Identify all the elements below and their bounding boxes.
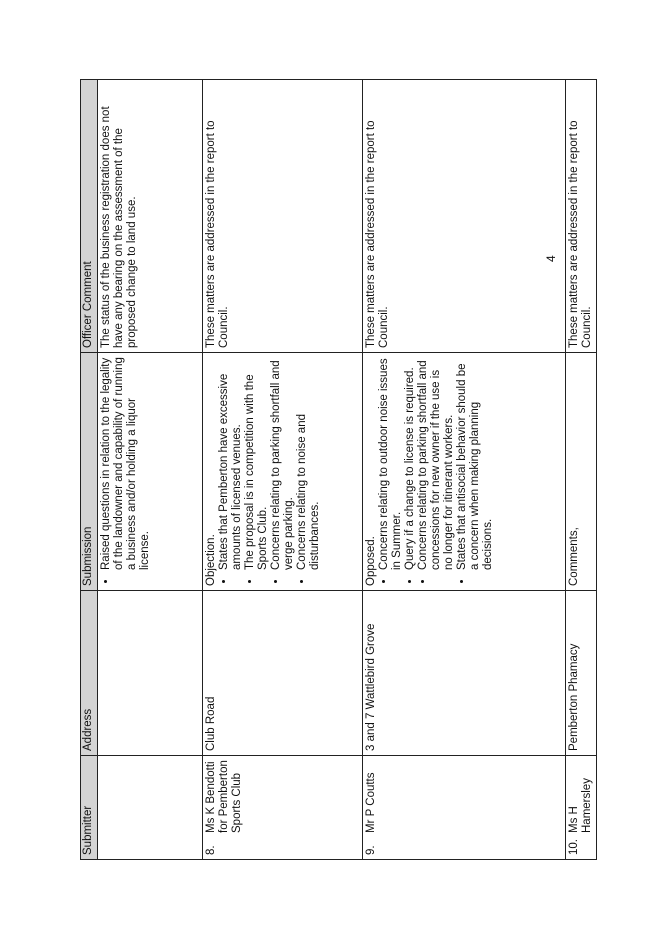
list-item: • The proposal is in competition with the Sports Club.	[244, 357, 270, 570]
list-item: • States that antisocial behavior should be a concern when making planning decisions.	[456, 357, 495, 570]
header-row	[81, 80, 98, 860]
address-cell: Club Road	[203, 591, 363, 756]
submission-bullets	[218, 357, 322, 586]
header-address: Address	[81, 591, 98, 756]
row-number: 8.	[205, 845, 217, 855]
submission-bullets	[100, 357, 152, 586]
officer-comment-cell: The status of the business registration does not have any bearing on the assessment of the proposed change to land use.	[98, 80, 203, 353]
submission-cell	[363, 353, 566, 591]
list-item: • Concerns relating to parking shortfall and verge parking.	[270, 357, 296, 570]
submission-intro: Objection.	[205, 534, 217, 586]
address-cell	[98, 591, 203, 756]
list-item: • Concerns relating to noise and disturbances.	[296, 357, 322, 570]
submitter-name: Ms K Bendotti for Pemberton Sports Club	[205, 760, 243, 833]
list-item: • Query if a change to license is required.	[404, 357, 417, 570]
address-cell: 3 and 7 Wattlebird Grove	[363, 591, 566, 756]
rotated-table-page	[80, 80, 593, 860]
submission-intro: Opposed.	[365, 536, 377, 586]
list-item: • Concerns relating to outdoor noise issues in Summer.	[378, 357, 404, 570]
address-cell: Pemberton Phamacy	[566, 591, 597, 756]
submissions-table	[80, 79, 597, 860]
table-row	[566, 80, 597, 860]
submission-cell	[98, 353, 203, 591]
header-submitter: Submitter	[81, 756, 98, 860]
submission-cell: Comments,	[566, 353, 597, 591]
submitter-cell	[98, 756, 203, 860]
header-officer-comment: Officer Comment	[81, 80, 98, 353]
list-item: • States that Pemberton have excessive amounts of licensed venues.	[218, 357, 244, 570]
row-number: 9.	[365, 845, 377, 855]
header-submission: Submission	[81, 353, 98, 591]
submission-cell	[203, 353, 363, 591]
officer-comment-cell: These matters are addressed in the report to Council.	[363, 80, 566, 353]
submitter-name: Ms H Hamersley	[568, 778, 593, 833]
page-number: 4	[544, 255, 558, 262]
submitter-cell	[363, 756, 566, 860]
row-number: 10.	[568, 839, 580, 855]
list-item: • Raised questions in relation to the legality of the landowner and capability of running a business and/or holding a liquor license.	[100, 357, 152, 570]
table-row	[98, 80, 203, 860]
list-item: • Concerns relating to parking shortfall and concessions for new owner if the use is no longer for itinerant workers.	[417, 357, 456, 570]
table-row	[363, 80, 566, 860]
submission-bullets	[378, 357, 495, 586]
submitter-name: Mr P Coutts	[365, 772, 377, 833]
table-row	[203, 80, 363, 860]
officer-comment-cell: These matters are addressed in the report to Council.	[203, 80, 363, 353]
submitter-cell	[203, 756, 363, 860]
officer-comment-cell: These matters are addressed in the report to Council.	[566, 80, 597, 353]
submitter-cell	[566, 756, 597, 860]
